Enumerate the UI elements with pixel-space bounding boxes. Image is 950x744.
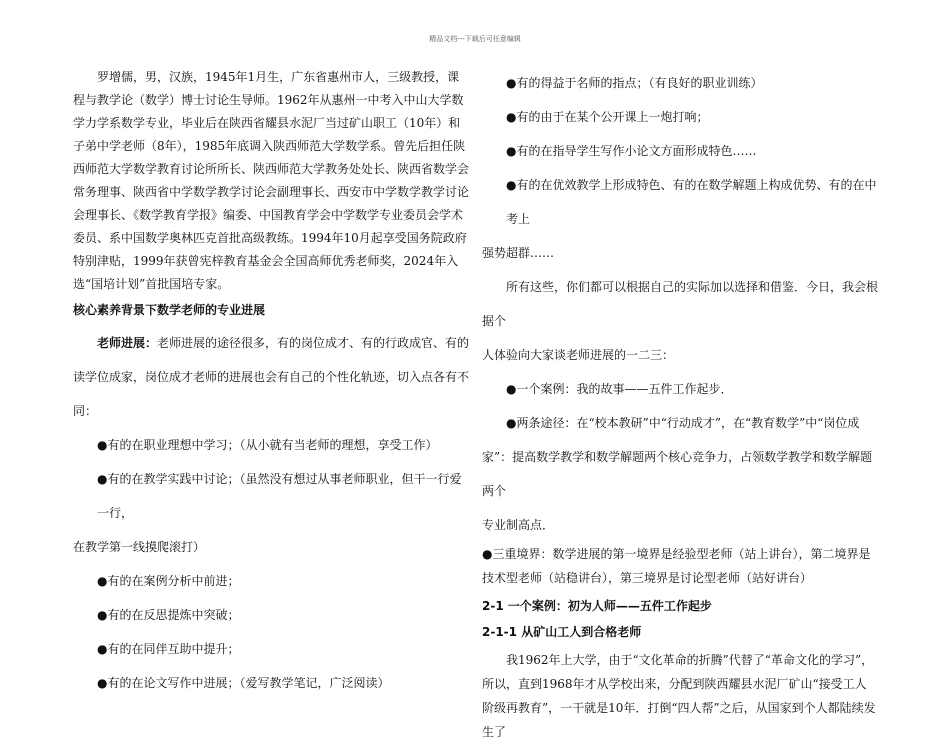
list-item: ●有的在论文写作中进展；（爱写教学笔记，广泛阅读）: [97, 676, 390, 690]
list-item: ●有的得益于名师的指点；（有良好的职业训练）: [506, 76, 763, 90]
summary-continuation: 人体验向大家谈老师进展的一二三：: [482, 348, 675, 362]
subsubsection-heading: 2-1-1 从矿山工人到合格老师: [482, 625, 642, 639]
list-item: ●有的由于在某个公开课上一炮打响；: [506, 110, 709, 124]
list-item: ●一个案例：我的故事——五件工作起步．: [506, 382, 733, 396]
list-item: ●两条途径：在“校本教研”中“行动成才”，在“教育数学”中“岗位成: [506, 416, 860, 430]
list-item: ●有的在反思提炼中突破；: [97, 608, 240, 622]
list-item: ●三重境界：数学进展的第一境界是经验型老师（站上讲台），第二境界是技术型老师（站稳讲台），第三境界是讨论型老师（站好讲台）: [482, 547, 871, 585]
list-item-continuation: 强势超群……: [482, 246, 555, 260]
teacher-development-paragraph: [73, 326, 470, 428]
teacher-development-text: 老师进展的途径很多，有的岗位成才、有的行政成官、有的读学位成家，岗位成才老师的进展也会有自己的个性化轨迹，切入点各有不同：: [73, 336, 470, 418]
subsection-heading: 2-1 一个案例：初为人师——五件工作起步: [482, 599, 712, 613]
list-item: ●有的在职业理想中学习；（从小就有当老师的理想，享受工作）: [97, 438, 438, 452]
teacher-development-label: 老师进展：: [97, 336, 158, 350]
author-bio-paragraph: 罗增儒，男，汉族，1945年1月生，广东省惠州市人，三级教授，课程与教学论（数学）博士讨论生导师。1962年从惠州一中考入中山大学数学力学系数学专业，毕业后在陕西省耀县水泥厂当过矿山职工（10年）和子弟中学老师（8年），1985年底调入陕西师范大学数学系。曾先后担任陕西师范大学数学教育讨论所所长、陕西师范大学教务处处长、陕西省数学会常务理事、陕西省中学数学教学讨论会副理事长、西安市中学数学教学讨论会理事长、《数学教育学报》编委、中国教育学会中学数学专业委员会学术委员、系中国数学奥林匹克首批高级教练。1994年10月起享受国务院政府特别津贴，1999年获曾宪梓教育基金会全国高师优秀老师奖，2024年入选“国培计划”首批国培专家。: [73, 70, 470, 291]
summary-paragraph: 所有这些，你们都可以根据自己的实际加以选择和借鉴．今日，我会根据个: [482, 280, 879, 328]
section-heading: 核心素养背景下数学老师的专业进展: [73, 303, 266, 317]
list-item: ●有的在指导学生写作小论文方面形成特色……: [506, 144, 757, 158]
list-item: ●有的在教学实践中讨论；（虽然没有想过从事老师职业，但干一行爱一行，: [97, 472, 462, 520]
list-item: ●有的在案例分析中前进；: [97, 574, 240, 588]
left-column: [73, 66, 470, 700]
list-item: ●有的在优效教学上形成特色、有的在数学解题上构成优势、有的在中考上: [506, 178, 877, 226]
body-paragraph: 我1962年上大学，由于“文化革命的折腾”代替了“革命文化的学习”，所以，直到1968年才从学校出来，分配到陕西耀县水泥厂矿山“接受工人阶级再教育”，一干就是10年．打倒“四人帮”之后，从国家到个人都陆续发生了: [482, 653, 876, 739]
page-header: 精品文档---下载后可任意编辑: [429, 35, 521, 43]
list-item-continuation: 家”：提高数学教学和数学解题两个核心竞争力，占领数学教学和数学解题两个: [482, 450, 873, 498]
list-item-continuation: 在教学第一线摸爬滚打）: [73, 540, 206, 554]
right-column: [482, 66, 878, 744]
list-item: ●有的在同伴互助中提升；: [97, 642, 240, 656]
list-item-continuation: 专业制高点．: [482, 518, 555, 532]
